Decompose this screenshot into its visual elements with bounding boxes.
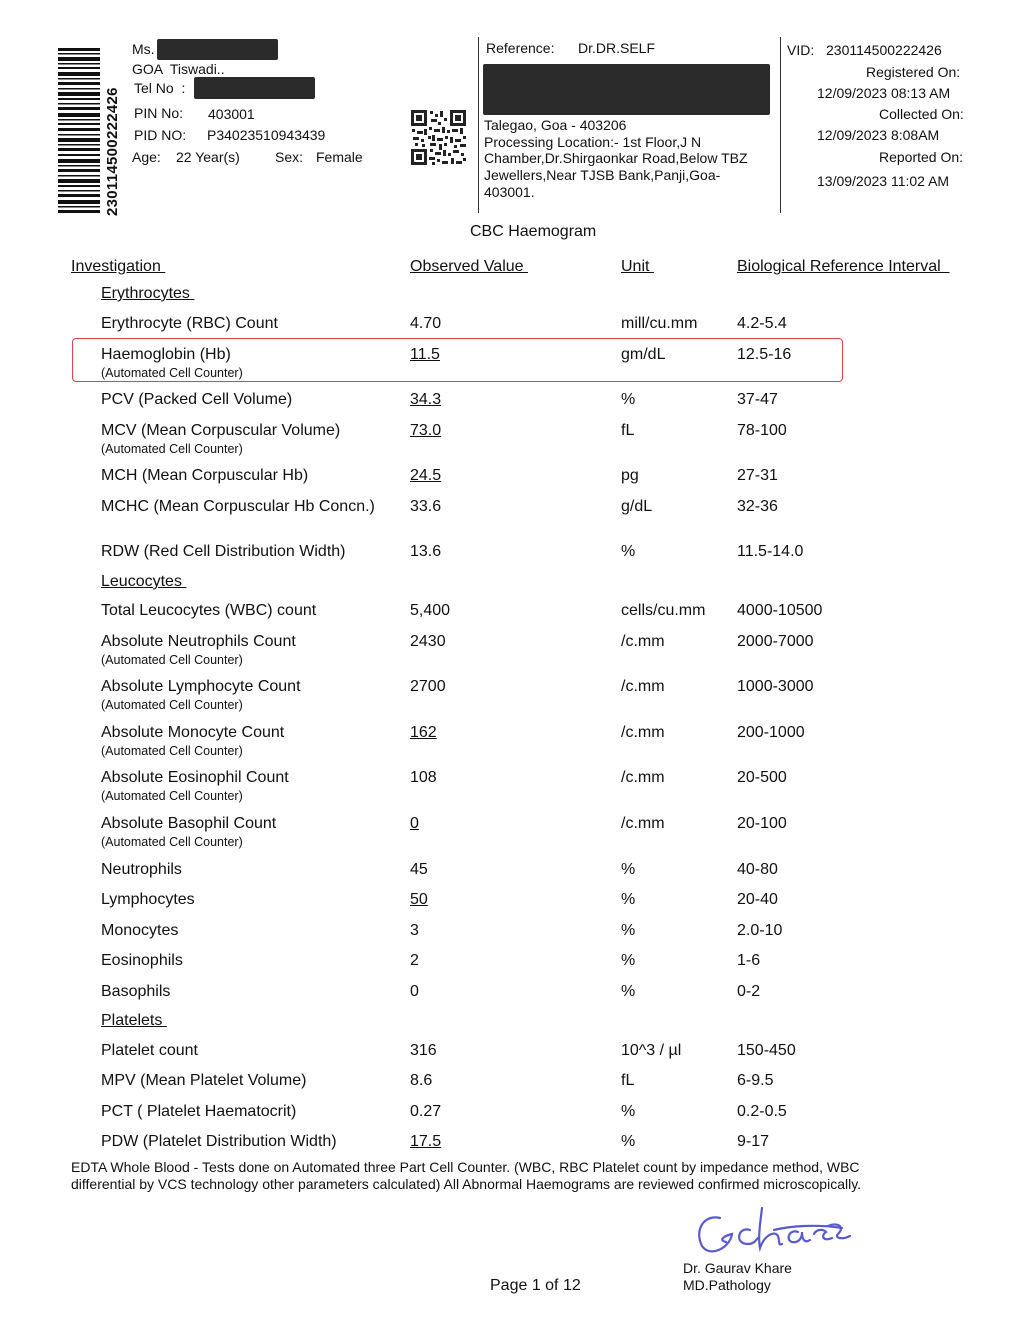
test-unit: fL: [621, 1072, 635, 1089]
test-name: MCHC (Mean Corpuscular Hb Concn.): [101, 498, 375, 515]
processing-location-line-1: Processing Location:- 1st Floor,J N: [484, 134, 702, 150]
method-footnote-line-1: EDTA Whole Blood - Tests done on Automated three Part Cell Counter. (WBC, RBC Platelet count by impedance method, WBC: [71, 1159, 860, 1175]
processing-location-line-2: Chamber,Dr.Shirgaonkar Road,Below TBZ: [484, 150, 748, 166]
test-name: MCH (Mean Corpuscular Hb): [101, 467, 309, 484]
header-divider-left: [478, 37, 479, 213]
vertical-barcode: [56, 46, 122, 216]
observed-value: 2700: [410, 678, 446, 695]
reference-value: Dr.DR.SELF: [578, 40, 656, 56]
reference-interval: 11.5-14.0: [737, 543, 804, 560]
table-row: [0, 678, 1027, 718]
reference-interval: 20-500: [737, 769, 787, 786]
reference-interval: 1000-3000: [737, 678, 814, 695]
lab-address-line: Talegao, Goa - 403206: [484, 117, 627, 133]
test-unit: pg: [621, 467, 639, 484]
test-unit: %: [621, 391, 636, 408]
pid-value: P34023510943439: [207, 127, 326, 143]
test-name: Absolute Neutrophils Count: [101, 633, 296, 650]
test-unit: mill/cu.mm: [621, 315, 698, 332]
test-unit: gm/dL: [621, 346, 666, 363]
reference-interval: 0.2-0.5: [737, 1103, 787, 1120]
observed-value: 5,400: [410, 602, 451, 619]
section-erythrocytes: Erythrocytes: [101, 285, 195, 302]
observed-value: 50: [410, 891, 428, 908]
observed-value: 2: [410, 952, 419, 969]
observed-value: 8.6: [410, 1072, 433, 1089]
observed-value: 34.3: [410, 391, 442, 408]
test-unit: /c.mm: [621, 724, 665, 741]
table-row: [0, 769, 1027, 809]
test-unit: %: [621, 1103, 636, 1120]
test-name: PDW (Platelet Distribution Width): [101, 1133, 337, 1150]
observed-value: 162: [410, 724, 437, 741]
barcode-number: 230114500222426: [104, 87, 121, 216]
pin-value: 403001: [208, 106, 255, 122]
redacted-tel-number: [194, 77, 315, 99]
table-row: [0, 422, 1027, 462]
reference-interval: 150-450: [737, 1042, 796, 1059]
pathologist-signature: [690, 1200, 860, 1260]
reference-interval: 2.0-10: [737, 922, 783, 939]
section-leucocytes: Leucocytes: [101, 573, 187, 590]
test-method: (Automated Cell Counter): [101, 835, 243, 849]
test-unit: cells/cu.mm: [621, 602, 706, 619]
table-row: [0, 724, 1027, 764]
tel-label: Tel No :: [134, 80, 186, 96]
age-value: 22 Year(s): [176, 149, 240, 165]
observed-value: 11.5: [410, 346, 440, 363]
test-name: Haemoglobin (Hb): [101, 346, 231, 363]
column-header-reference-interval: Biological Reference Interval: [737, 258, 950, 275]
observed-value: 0.27: [410, 1103, 442, 1120]
observed-value: 4.70: [410, 315, 442, 332]
test-name: Basophils: [101, 983, 171, 1000]
pin-label: PIN No:: [134, 105, 184, 121]
test-unit: 10^3 / µl: [621, 1042, 682, 1059]
observed-value: 33.6: [410, 498, 442, 515]
test-method: (Automated Cell Counter): [101, 366, 243, 380]
column-header-observed-value: Observed Value: [410, 258, 528, 275]
test-name: Erythrocyte (RBC) Count: [101, 315, 278, 332]
observed-value: 24.5: [410, 467, 442, 484]
table-row: [0, 633, 1027, 673]
reference-label: Reference:: [486, 40, 555, 56]
collected-label: Collected On:: [879, 106, 964, 122]
test-unit: %: [621, 543, 636, 560]
pid-label: PID NO:: [134, 127, 187, 143]
test-unit: %: [621, 922, 636, 939]
observed-value: 73.0: [410, 422, 442, 439]
table-row: [0, 983, 1027, 1023]
reference-interval: 9-17: [737, 1133, 770, 1150]
patient-location: GOA Tiswadi..: [132, 61, 225, 77]
reference-interval: 1-6: [737, 952, 761, 969]
test-method: (Automated Cell Counter): [101, 653, 243, 667]
reported-label: Reported On:: [879, 149, 964, 165]
section-platelets: Platelets: [101, 1012, 167, 1029]
reference-interval: 12.5-16: [737, 346, 792, 363]
method-footnote-line-2: differential by VCS technology other parameters calculated) All Abnormal Haemograms are reviewed confirmed microscopically.: [71, 1176, 862, 1192]
test-unit: /c.mm: [621, 678, 665, 695]
pathologist-qualification: MD.Pathology: [683, 1277, 771, 1293]
test-name: Platelet count: [101, 1042, 198, 1059]
reference-interval: 40-80: [737, 861, 778, 878]
patient-salutation: Ms.: [132, 41, 155, 57]
test-name: Absolute Lymphocyte Count: [101, 678, 301, 695]
test-name: MCV (Mean Corpuscular Volume): [101, 422, 341, 439]
table-row: [0, 815, 1027, 855]
test-method: (Automated Cell Counter): [101, 789, 243, 803]
test-unit: /c.mm: [621, 815, 665, 832]
test-method: (Automated Cell Counter): [101, 442, 243, 456]
table-row: [0, 498, 1027, 538]
table-row: [0, 346, 1027, 386]
test-name: PCV (Packed Cell Volume): [101, 391, 293, 408]
registered-value: 12/09/2023 08:13 AM: [817, 85, 951, 101]
test-unit: fL: [621, 422, 635, 439]
qr-code: [410, 109, 467, 166]
column-header-investigation: Investigation: [71, 258, 166, 275]
vid-label: VID:: [787, 42, 815, 58]
reference-interval: 6-9.5: [737, 1072, 774, 1089]
test-unit: g/dL: [621, 498, 653, 515]
registered-label: Registered On:: [866, 64, 961, 80]
qr-code-image: [410, 109, 467, 166]
processing-location-line-3: Jewellers,Near TJSB Bank,Panji,Goa-: [484, 167, 721, 183]
reference-interval: 20-100: [737, 815, 787, 832]
test-name: Monocytes: [101, 922, 179, 939]
redacted-patient-name: [157, 39, 278, 60]
reference-interval: 20-40: [737, 891, 778, 908]
test-unit: %: [621, 861, 636, 878]
observed-value: 45: [410, 861, 428, 878]
test-method: (Automated Cell Counter): [101, 744, 243, 758]
test-name: Eosinophils: [101, 952, 183, 969]
vid-value: 230114500222426: [826, 42, 942, 58]
test-unit: %: [621, 1133, 636, 1150]
pathologist-name: Dr. Gaurav Khare: [683, 1260, 792, 1276]
reference-interval: 32-36: [737, 498, 778, 515]
test-method: (Automated Cell Counter): [101, 698, 243, 712]
reference-interval: 4.2-5.4: [737, 315, 787, 332]
test-name: Absolute Monocyte Count: [101, 724, 285, 741]
test-name: Absolute Eosinophil Count: [101, 769, 289, 786]
processing-location-line-4: 403001.: [484, 184, 535, 200]
reference-interval: 27-31: [737, 467, 778, 484]
test-name: PCT ( Platelet Haematocrit): [101, 1103, 297, 1120]
barcode-bars: [56, 46, 100, 216]
collected-value: 12/09/2023 8:08AM: [817, 127, 940, 143]
observed-value: 2430: [410, 633, 446, 650]
observed-value: 13.6: [410, 543, 442, 560]
sex-label: Sex:: [275, 149, 304, 165]
signature-scribble: [690, 1200, 860, 1260]
test-unit: %: [621, 952, 636, 969]
redacted-lab-address: [483, 64, 770, 115]
observed-value: 0: [410, 815, 419, 832]
page-number: Page 1 of 12: [490, 1277, 581, 1294]
column-header-unit: Unit: [621, 258, 654, 275]
table-row: [0, 543, 1027, 583]
observed-value: 108: [410, 769, 437, 786]
report-title: CBC Haemogram: [470, 223, 597, 240]
test-unit: /c.mm: [621, 769, 665, 786]
age-label: Age:: [132, 149, 161, 165]
test-name: Total Leucocytes (WBC) count: [101, 602, 317, 619]
test-name: RDW (Red Cell Distribution Width): [101, 543, 346, 560]
header-divider-right: [780, 37, 781, 213]
observed-value: 316: [410, 1042, 437, 1059]
reference-interval: 2000-7000: [737, 633, 814, 650]
test-unit: /c.mm: [621, 633, 665, 650]
reference-interval: 37-47: [737, 391, 778, 408]
test-unit: %: [621, 891, 636, 908]
observed-value: 0: [410, 983, 419, 1000]
test-name: Lymphocytes: [101, 891, 195, 908]
reference-interval: 200-1000: [737, 724, 805, 741]
test-unit: %: [621, 983, 636, 1000]
test-name: MPV (Mean Platelet Volume): [101, 1072, 307, 1089]
reference-interval: 4000-10500: [737, 602, 823, 619]
test-name: Neutrophils: [101, 861, 182, 878]
reported-value: 13/09/2023 11:02 AM: [817, 173, 950, 189]
test-name: Absolute Basophil Count: [101, 815, 277, 832]
reference-interval: 78-100: [737, 422, 787, 439]
observed-value: 3: [410, 922, 419, 939]
observed-value: 17.5: [410, 1133, 442, 1150]
reference-interval: 0-2: [737, 983, 761, 1000]
sex-value: Female: [316, 149, 363, 165]
